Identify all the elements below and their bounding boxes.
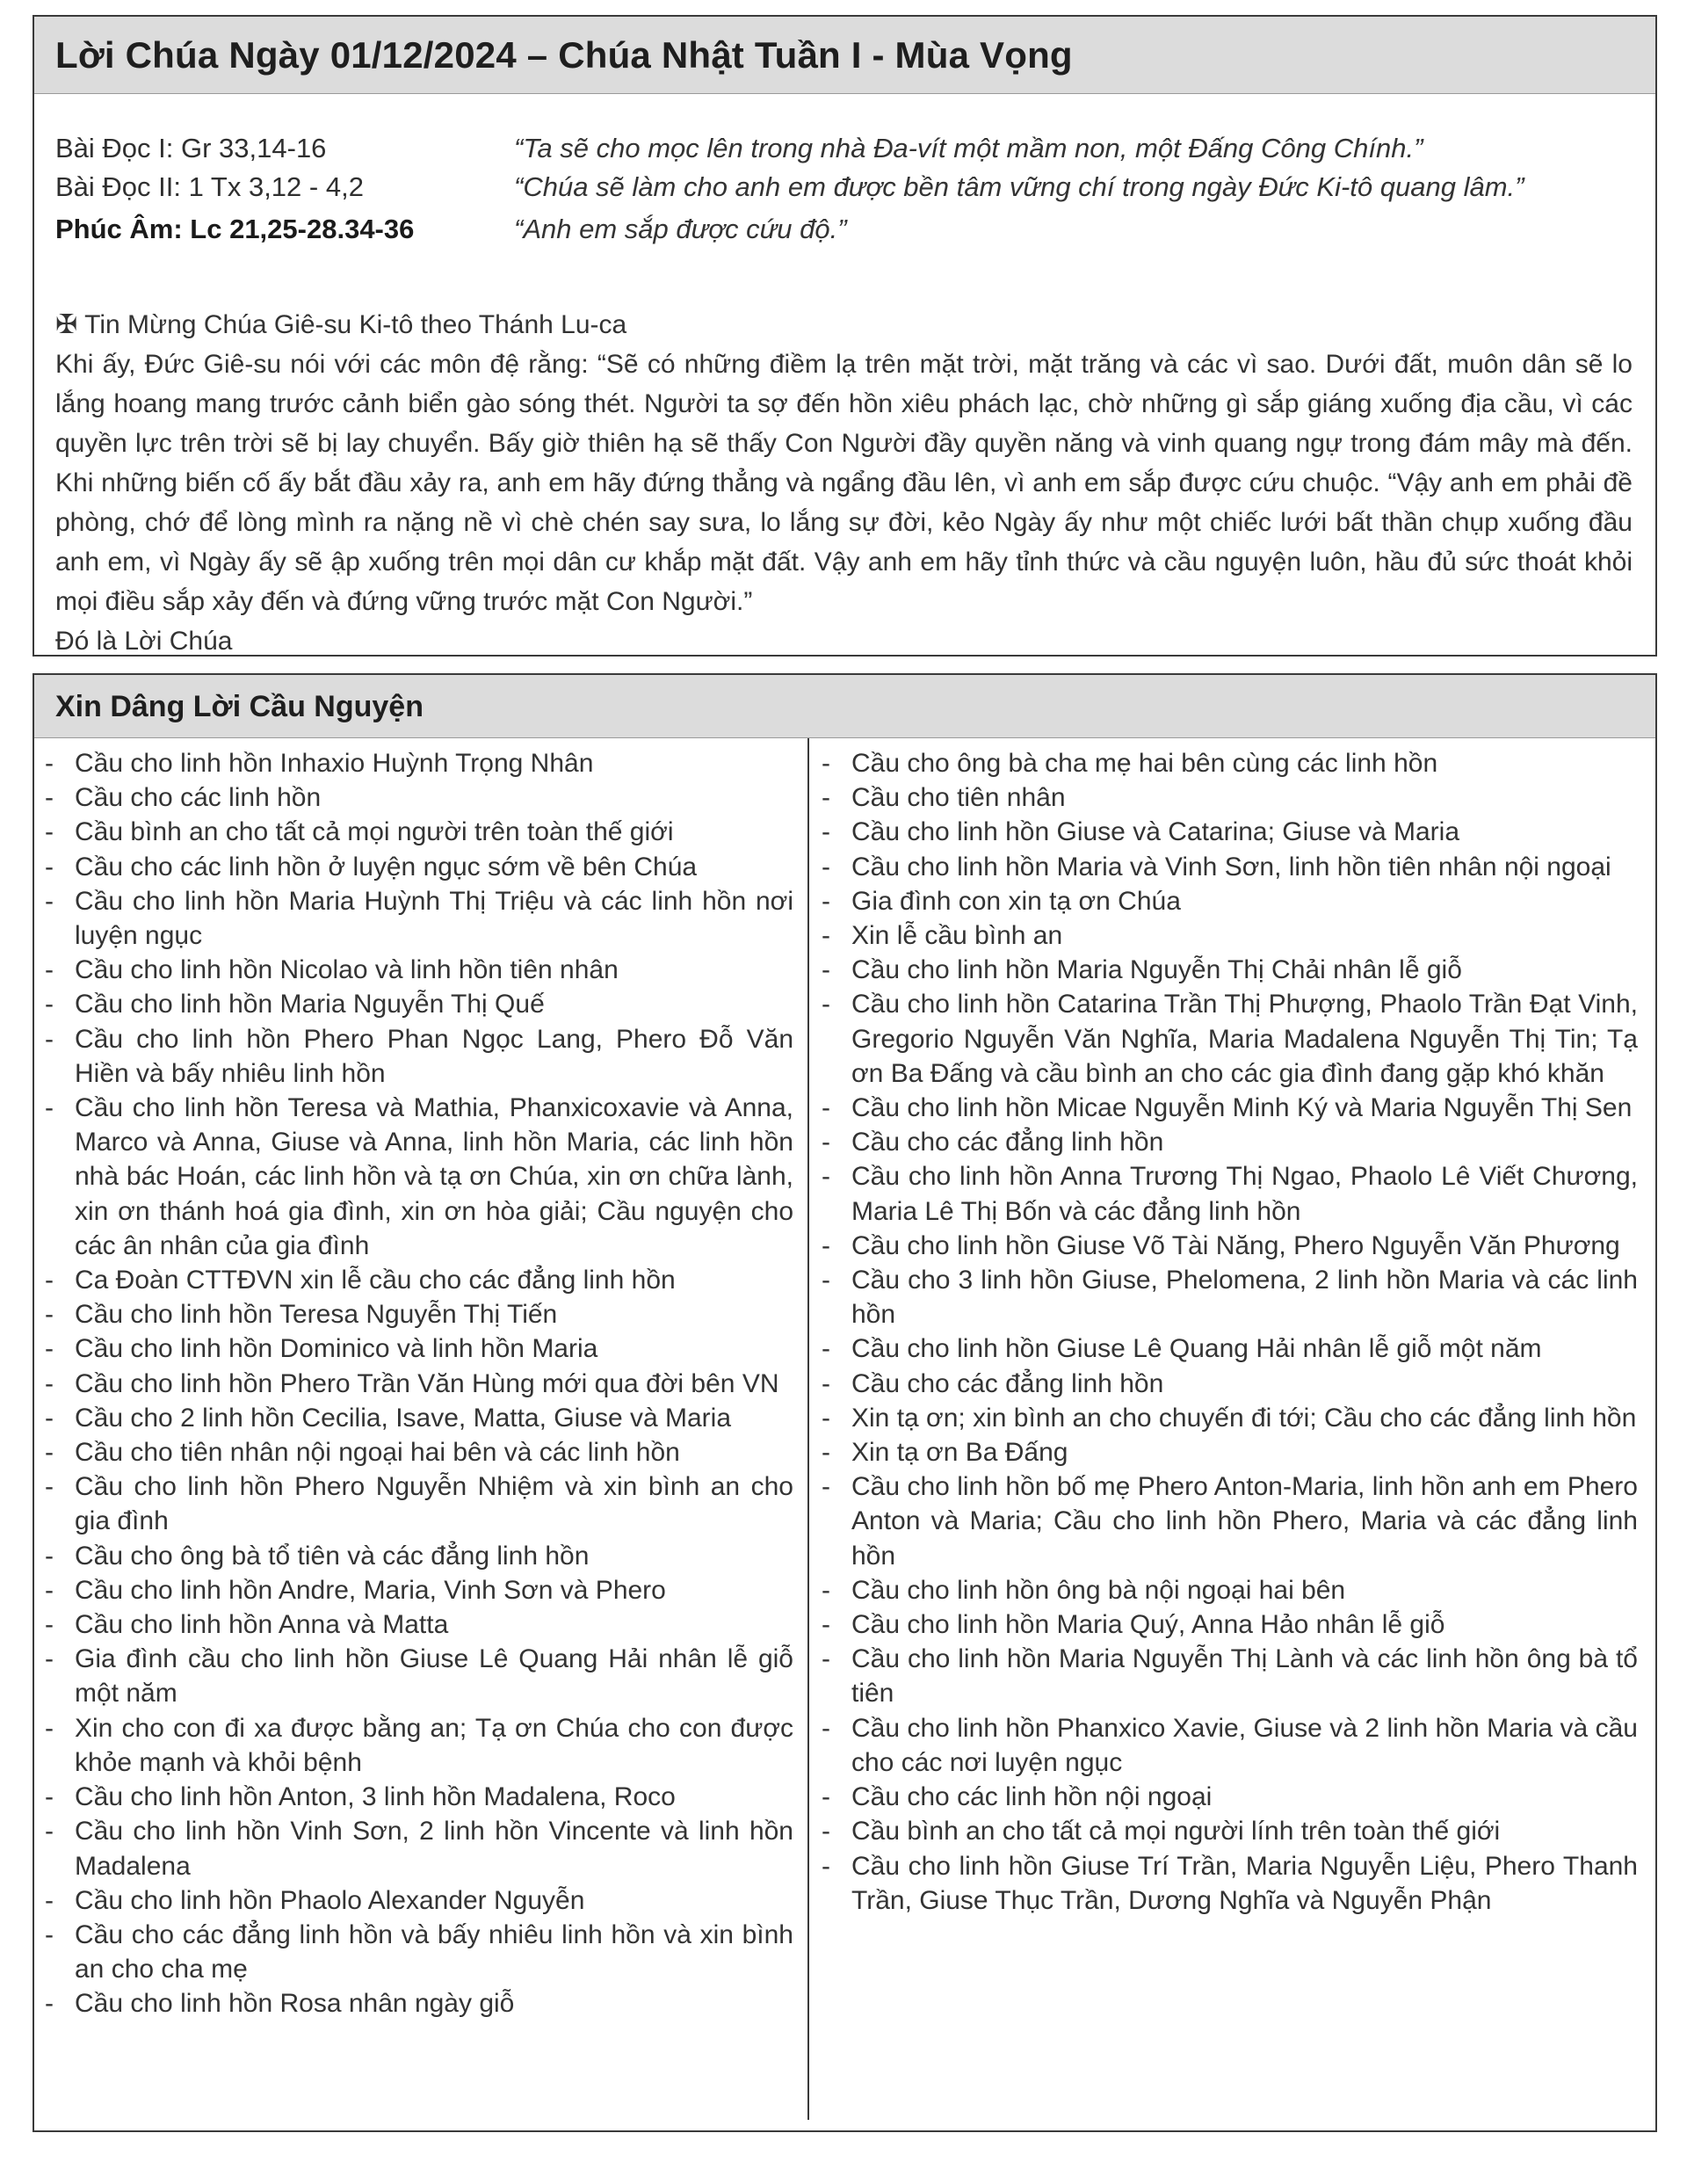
prayer-item: - Cầu cho linh hồn Phaolo Alexander Nguyễn — [45, 1883, 793, 1918]
reading-quote: “Ta sẽ cho mọc lên trong nhà Đa-vít một mầm non, một Đấng Công Chính.” — [514, 133, 1423, 163]
prayer-item: - Cầu cho linh hồn Phanxico Xavie, Giuse và 2 linh hồn Maria và cầu cho các nơi luyện ngục — [822, 1711, 1638, 1780]
prayer-item: - Cầu cho các linh hồn — [45, 780, 793, 815]
prayer-section — [33, 673, 1657, 2132]
prayer-item: - Cầu cho linh hồn Vinh Sơn, 2 linh hồn Vincente và linh hồn Madalena — [45, 1814, 793, 1883]
prayer-item: - Cầu cho các đẳng linh hồn — [822, 1125, 1638, 1159]
prayer-item: - Cầu cho linh hồn Maria Nguyễn Thị Chải nhân lễ giỗ — [822, 953, 1638, 987]
prayer-item: - Cầu cho linh hồn Maria Nguyễn Thị Lành và các linh hồn ông bà tổ tiên — [822, 1642, 1638, 1710]
prayer-item: - Cầu cho ông bà tổ tiên và các đẳng linh hồn — [45, 1539, 793, 1573]
prayer-item: - Cầu cho linh hồn Phero Phan Ngọc Lang, Phero Đỗ Văn Hiền và bấy nhiêu linh hồn — [45, 1022, 793, 1091]
prayer-item: - Cầu cho linh hồn Giuse và Catarina; Giuse và Maria — [822, 815, 1638, 849]
prayer-item: - Cầu cho linh hồn Giuse Võ Tài Năng, Phero Nguyễn Văn Phương — [822, 1229, 1638, 1263]
prayer-item: - Cầu cho linh hồn Maria Nguyễn Thị Quế — [45, 987, 793, 1021]
prayer-item: - Cầu cho linh hồn bố mẹ Phero Anton-Maria, linh hồn anh em Phero Anton và Maria; Cầu cho linh hồn Phero, Maria và các đẳng linh hồn — [822, 1469, 1638, 1573]
gospel-reference: Phúc Âm: Lc 21,25-28.34-36 — [55, 214, 415, 244]
reading-row — [55, 210, 1628, 249]
prayer-item: - Cầu cho linh hồn Dominico và linh hồn Maria — [45, 1331, 793, 1366]
prayer-list-right — [822, 746, 1638, 1918]
readings-title: Lời Chúa Ngày 01/12/2024 – Chúa Nhật Tuần I - Mùa Vọng — [55, 34, 1073, 76]
prayer-item: - Xin cho con đi xa được bằng an; Tạ ơn Chúa cho con được khỏe mạnh và khỏi bệnh — [45, 1711, 793, 1780]
gospel-heading — [55, 305, 1633, 345]
prayer-item: - Cầu cho linh hồn Andre, Maria, Vinh Sơn và Phero — [45, 1573, 793, 1607]
prayer-item: - Cầu cho linh hồn ông bà nội ngoại hai bên — [822, 1573, 1638, 1607]
readings-header — [34, 17, 1655, 94]
readings-section — [33, 15, 1657, 657]
prayer-item: - Cầu cho linh hồn Inhaxio Huỳnh Trọng Nhân — [45, 746, 793, 780]
prayer-item: - Cầu cho 3 linh hồn Giuse, Phelomena, 2 linh hồn Maria và các linh hồn — [822, 1263, 1638, 1331]
prayer-item: - Cầu cho linh hồn Nicolao và linh hồn tiên nhân — [45, 953, 793, 987]
prayer-item: - Cầu cho tiên nhân — [822, 780, 1638, 815]
prayer-column-left — [34, 738, 807, 2130]
prayer-item: - Xin lễ cầu bình an — [822, 918, 1638, 953]
prayer-item: - Cầu cho linh hồn Giuse Trí Trần, Maria Nguyễn Liệu, Phero Thanh Trần, Giuse Thục Trần, Dương Nghĩa và Nguyễn Phận — [822, 1849, 1638, 1918]
prayer-item: - Ca Đoàn CTTĐVN xin lễ cầu cho các đẳng linh hồn — [45, 1263, 793, 1297]
prayer-item: - Cầu cho linh hồn Catarina Trần Thị Phượng, Phaolo Trần Đạt Vinh, Gregorio Nguyễn Văn Nghĩa, Maria Madalena Nguyễn Thị Tin; Tạ ơn Ba Đấng và cầu bình an cho các gia đình đang gặp khó khăn — [822, 987, 1638, 1091]
prayer-item: - Cầu cho tiên nhân nội ngoại hai bên và các linh hồn — [45, 1435, 793, 1469]
prayer-item: - Cầu cho linh hồn Maria Huỳnh Thị Triệu và các linh hồn nơi luyện ngục — [45, 884, 793, 953]
prayer-item: - Xin tạ ơn Ba Đấng — [822, 1435, 1638, 1469]
gospel-heading-text: Tin Mừng Chúa Giê-su Ki-tô theo Thánh Lu-ca — [84, 310, 627, 339]
prayer-item: - Gia đình cầu cho linh hồn Giuse Lê Quang Hải nhân lễ giỗ một năm — [45, 1642, 793, 1710]
prayer-item: - Cầu cho linh hồn Teresa Nguyễn Thị Tiến — [45, 1297, 793, 1331]
prayer-item: - Gia đình con xin tạ ơn Chúa — [822, 884, 1638, 918]
reading-quote: “Anh em sắp được cứu độ.” — [514, 214, 847, 244]
prayer-item: - Cầu cho các linh hồn nội ngoại — [822, 1780, 1638, 1814]
prayer-item: - Cầu cho các linh hồn ở luyện ngục sớm về bên Chúa — [45, 850, 793, 884]
prayer-item: - Cầu bình an cho tất cả mọi người lính trên toàn thế giới — [822, 1814, 1638, 1848]
prayer-title: Xin Dâng Lời Cầu Nguyện — [55, 690, 424, 723]
reading-reference: Bài Đọc II: 1 Tx 3,12 - 4,2 — [55, 171, 364, 202]
cross-icon: ✠ — [55, 310, 78, 339]
prayer-item: - Cầu cho linh hồn Rosa nhân ngày giỗ — [45, 1986, 793, 2021]
prayer-item: - Cầu cho linh hồn Maria Quý, Anna Hảo nhân lễ giỗ — [822, 1607, 1638, 1642]
prayer-item: - Cầu cho các đẳng linh hồn — [822, 1367, 1638, 1401]
readings-list — [55, 129, 1628, 249]
prayer-item: - Cầu cho linh hồn Phero Trần Văn Hùng mới qua đời bên VN — [45, 1367, 793, 1401]
prayer-item: - Cầu cho linh hồn Anton, 3 linh hồn Madalena, Roco — [45, 1780, 793, 1814]
prayer-item: - Cầu cho linh hồn Phero Nguyễn Nhiệm và xin bình an cho gia đình — [45, 1469, 793, 1538]
prayer-item: - Cầu cho linh hồn Giuse Lê Quang Hải nhân lễ giỗ một năm — [822, 1331, 1638, 1366]
reading-row — [55, 129, 1628, 168]
reading-reference: Bài Đọc I: Gr 33,14-16 — [55, 133, 327, 163]
prayer-item: - Cầu cho linh hồn Maria và Vinh Sơn, linh hồn tiên nhân nội ngoại — [822, 850, 1638, 884]
prayer-item: - Cầu cho ông bà cha mẹ hai bên cùng các linh hồn — [822, 746, 1638, 780]
reading-quote: “Chúa sẽ làm cho anh em được bền tâm vững chí trong ngày Đức Ki-tô quang lâm.” — [514, 171, 1524, 202]
reading-row — [55, 168, 1628, 207]
prayer-column-right — [809, 738, 1655, 2130]
gospel-passage — [55, 305, 1633, 661]
gospel-closing: Đó là Lời Chúa — [55, 627, 233, 656]
prayer-list-left — [45, 746, 793, 2021]
prayer-item: - Cầu cho linh hồn Anna Trương Thị Ngao, Phaolo Lê Viết Chương, Maria Lê Thị Bốn và các đẳng linh hồn — [822, 1159, 1638, 1228]
prayer-header — [34, 675, 1655, 738]
prayer-item: - Cầu cho các đẳng linh hồn và bấy nhiêu linh hồn và xin bình an cho cha mẹ — [45, 1918, 793, 1986]
prayer-item: - Cầu cho 2 linh hồn Cecilia, Isave, Matta, Giuse và Maria — [45, 1401, 793, 1435]
prayer-item: - Cầu bình an cho tất cả mọi người trên toàn thế giới — [45, 815, 793, 849]
gospel-body: Khi ấy, Đức Giê-su nói với các môn đệ rằng: “Sẽ có những điềm lạ trên mặt trời, mặt trăng và các vì sao. Dưới đất, muôn dân sẽ lo lắng hoang mang trước cảnh biển gào sóng thét. Người ta sợ đến hồn xiêu phách lạc, chờ những gì sắp giáng xuống địa cầu, vì các quyền lực trên trời sẽ bị lay chuyển. Bấy giờ thiên hạ sẽ thấy Con Người đầy quyền năng và vinh quang ngự trong đám mây mà đến. Khi những biến cố ấy bắt đầu xảy ra, anh em hãy đứng thẳng và ngẩng đầu lên, vì anh em sắp được cứu chuộc. “Vậy anh em phải đề phòng, chớ để lòng mình ra nặng nề vì chè chén say sưa, lo lắng sự đời, kẻo Ngày ấy như một chiếc lưới bất thần chụp xuống đầu anh em, vì Ngày ấy sẽ ập xuống trên mọi dân cư khắp mặt đất. Vậy anh em hãy tỉnh thức và cầu nguyện luôn, hầu đủ sức thoát khỏi mọi điều sắp xảy đến và đứng vững trước mặt Con Người.” — [55, 350, 1633, 616]
prayer-item: - Cầu cho linh hồn Anna và Matta — [45, 1607, 793, 1642]
prayer-item: - Cầu cho linh hồn Micae Nguyễn Minh Ký và Maria Nguyễn Thị Sen — [822, 1091, 1638, 1125]
prayer-item: - Xin tạ ơn; xin bình an cho chuyến đi tới; Cầu cho các đẳng linh hồn — [822, 1401, 1638, 1435]
prayer-item: - Cầu cho linh hồn Teresa và Mathia, Phanxicoxavie và Anna, Marco và Anna, Giuse và Anna, linh hồn Maria, các linh hồn nhà bác Hoán, các linh hồn và tạ ơn Chúa, xin ơn chữa lành, xin ơn thánh hoá gia đình, xin ơn hòa giải; Cầu nguyện cho các ân nhân của gia đình — [45, 1091, 793, 1263]
